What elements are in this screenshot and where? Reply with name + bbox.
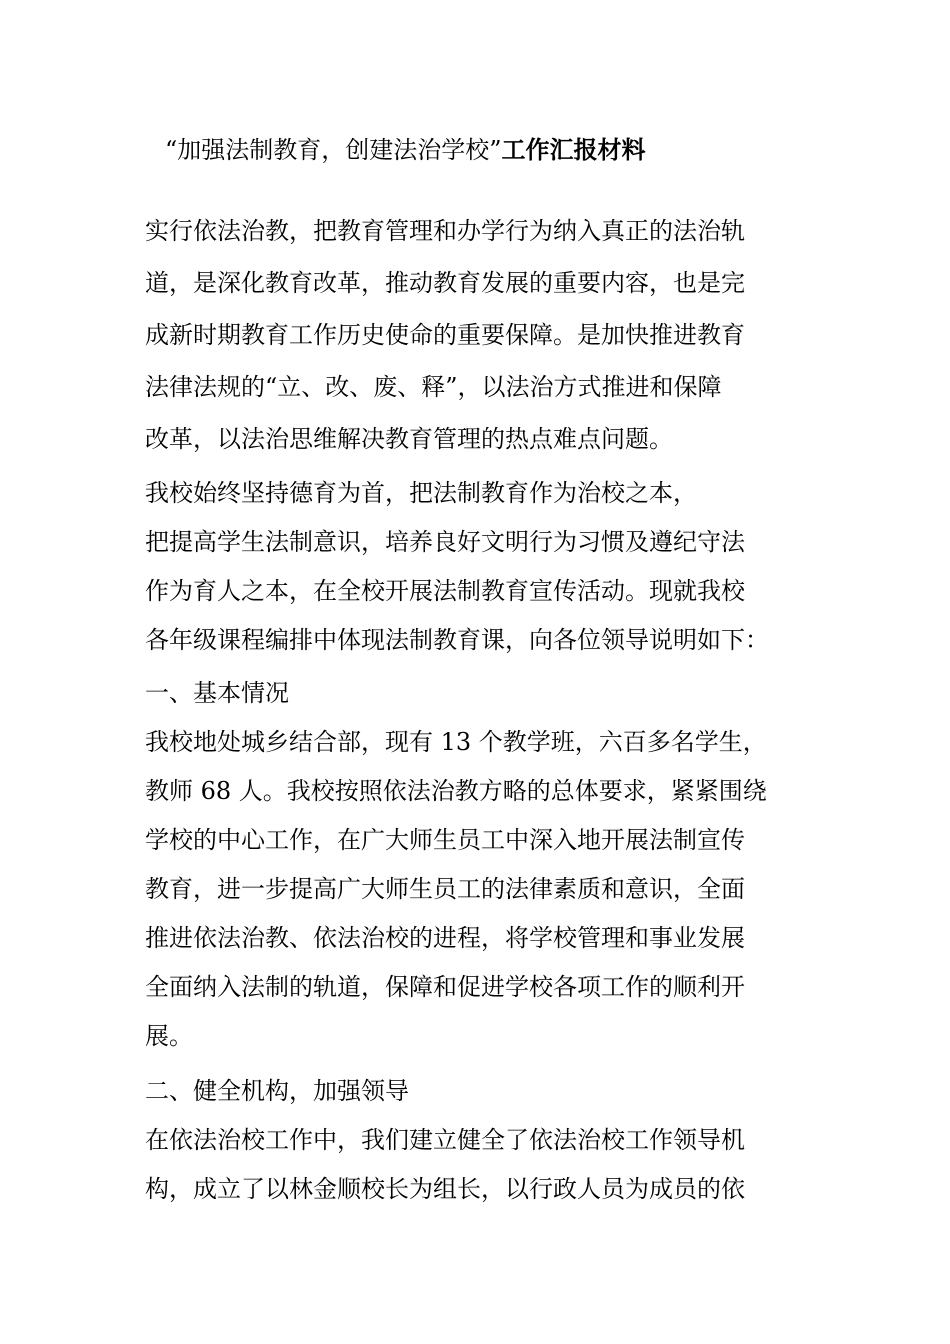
paragraph-line: 我校始终坚持德育为首，把法制教育作为治校之本， [145, 479, 697, 507]
paragraph-line: 成新时期教育工作历史使命的重要保障。是加快推进教育 [145, 321, 745, 349]
section-heading-organization [145, 1067, 409, 1116]
paragraph-line: 全面纳入法制的轨道，保障和促进学校各项工作的顺利开 [145, 973, 745, 1001]
title-bold-part: 工作汇报材料 [501, 135, 646, 164]
school-paragraph [145, 469, 769, 665]
paragraph-line: 学校的中心工作，在广大师生员工中深入地开展法制宣传 [145, 826, 745, 854]
paragraph-line: 构，成立了以林金顺校长为组长，以行政人员为成员的依 [145, 1175, 745, 1203]
paragraph-line: 把提高学生法制意识，培养良好文明行为习惯及遵纪守法 [145, 528, 745, 556]
paragraph-line: 展。 [145, 1022, 193, 1050]
paragraph-line: 作为育人之本，在全校开展法制教育宣传活动。现就我校 [145, 577, 745, 605]
paragraph-line: 道，是深化教育改革，推动教育发展的重要内容，也是完 [145, 269, 745, 297]
document-title [165, 132, 646, 168]
paragraph-line: 法律法规的“立、改、废、释”，以法治方式推进和保障 [145, 373, 722, 401]
paragraph-line: 推进依法治教、依法治校的进程，将学校管理和事业发展 [145, 924, 745, 952]
organization-paragraph [145, 1116, 745, 1214]
paragraph-line: 教育，进一步提高广大师生员工的法律素质和意识，全面 [145, 875, 745, 903]
basic-situation-paragraph [145, 718, 767, 1061]
section-heading: 一、基本情况 [145, 679, 289, 707]
paragraph-line: 在依法治校工作中，我们建立健全了依法治校工作领导机 [145, 1126, 745, 1154]
section-heading-basic [145, 669, 289, 718]
paragraph-line: 实行依法治教，把教育管理和办学行为纳入真正的法治轨 [145, 217, 745, 245]
paragraph-line: 改革，以法治思维解决教育管理的热点难点问题。 [145, 425, 673, 453]
section-heading: 二、健全机构，加强领导 [145, 1077, 409, 1105]
paragraph-line: 各年级课程编排中体现法制教育课，向各位领导说明如下： [145, 626, 769, 654]
paragraph-line: 教师 68 人。我校按照依法治教方略的总体要求，紧紧围绕 [145, 777, 767, 805]
intro-paragraph [145, 205, 745, 465]
title-quoted-part: “加强法制教育，创建法治学校” [165, 136, 502, 164]
paragraph-line: 我校地处城乡结合部，现有 13 个教学班，六百多名学生， [145, 728, 767, 756]
